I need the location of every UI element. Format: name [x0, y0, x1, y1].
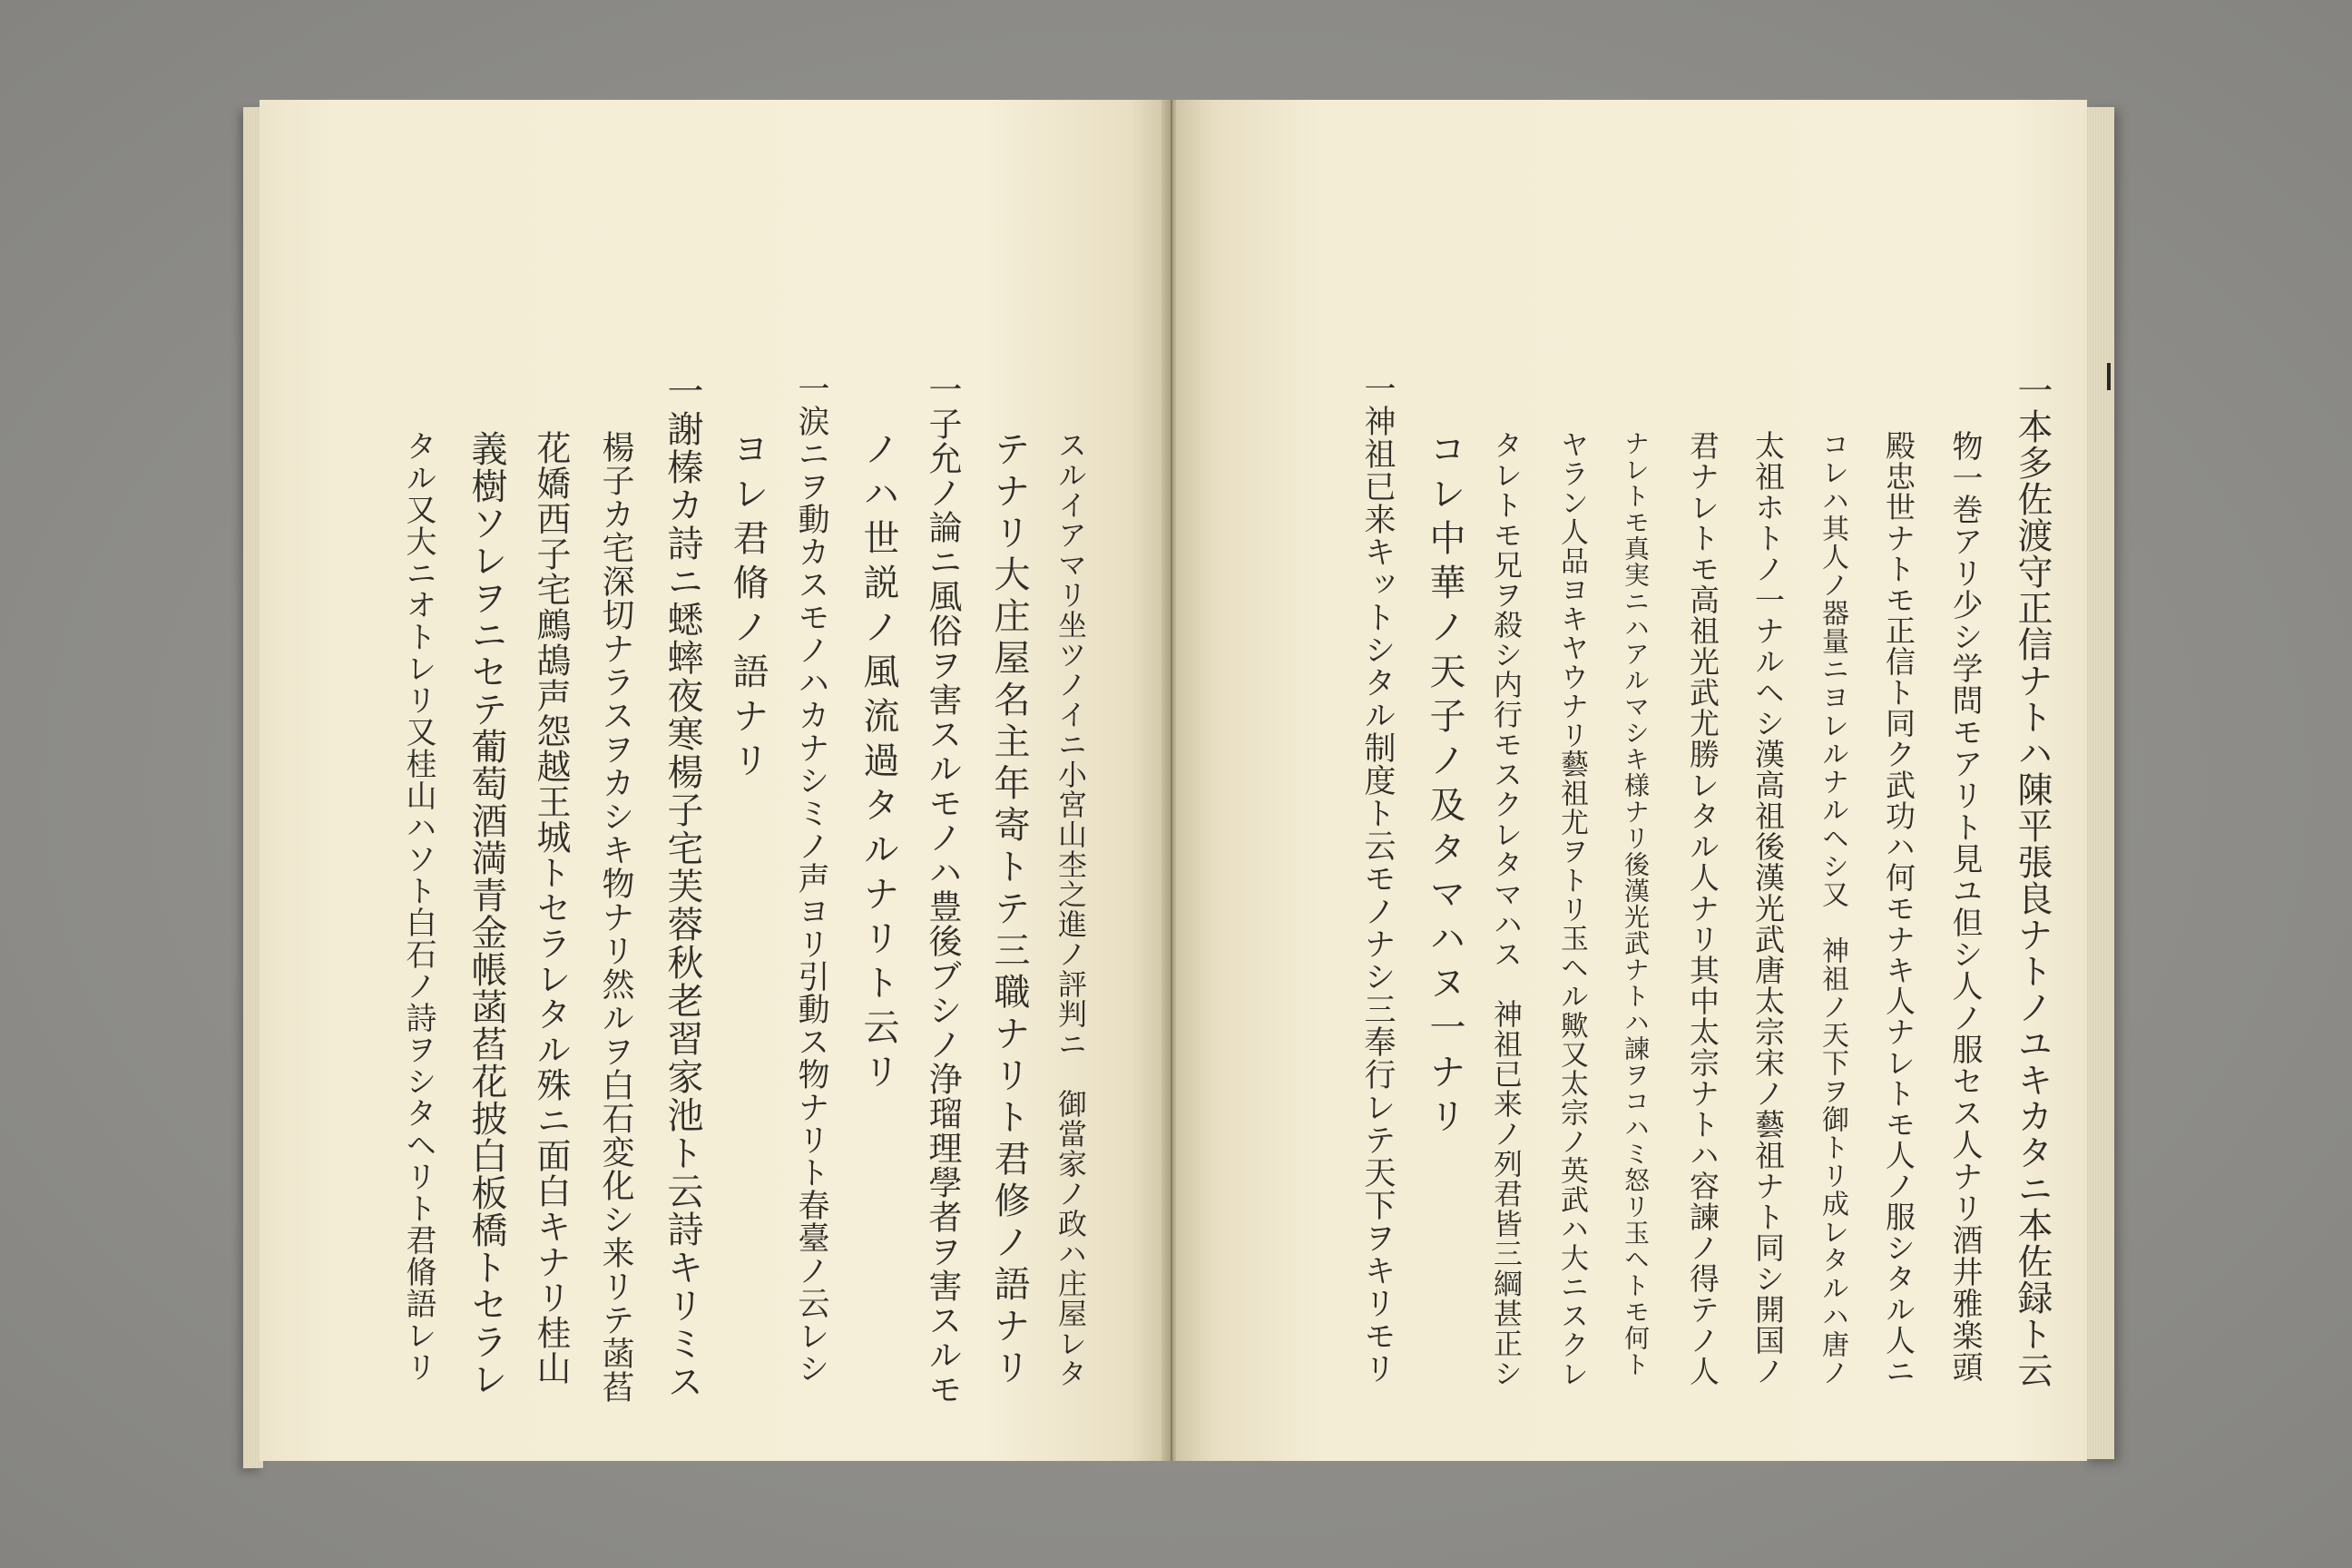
left-page [260, 100, 1167, 1461]
gutter-fold [1171, 100, 1172, 1461]
left-page-line-6: ヨレ君脩ノ語ナリ [727, 430, 769, 786]
left-page-line-11: タル又大ニオトレリ又桂山ハソト白石ノ詩ヲシタヘリト君脩語レリ [400, 430, 436, 1383]
left-page-line-5: 一涙ニヲ動カスモノハカナシミノ声ヨリ引動ス物ナリト春臺ノ云レシ [793, 372, 829, 1385]
right-page-line-11: 一神祖已来キットシタル制度ト云モノナシ三奉行レテ天下ヲキリモリ [1359, 372, 1396, 1385]
left-page-line-3: 一子允ノ論ニ風俗ヲ害スルモノハ豊後ブシノ浄瑠理學者ヲ害スルモ [923, 372, 962, 1406]
right-page-line-7: ナレトモ真実ニハアルマシキ様ナリ後漢光武ナトハ諫ヲコハミ怒リ玉ヘトモ何ト [1621, 430, 1651, 1377]
right-page [1176, 100, 2087, 1461]
left-page-line-4: ノハ世説ノ風流過タルナリト云リ [858, 430, 899, 1097]
right-page-line-3: 殿忠世ナトモ正信ト同ク武功ハ何モナキ人ナレトモ人ノ服シタル人ニ [1881, 430, 1916, 1387]
right-page-line-2: 物一巻アリ少シ学問モアリト見ユ但シ人ノ服セス人ナリ酒井雅楽頭 [1946, 430, 1983, 1383]
left-page-line-8: 楊子カ宅深切ナラスヲカシキ物ナリ然ルヲ白石変化シ来リテ菡萏 [597, 430, 634, 1404]
left-page-line-9: 花嬌西子宅鷓鴣声怨越王城トセラレタル殊ニ面白キナリ桂山 [531, 430, 571, 1386]
left-page-line-2: テナリ大庄屋名主年寄トテ三職ナリト君修ノ語ナリ [988, 430, 1030, 1390]
right-page-line-8: ヤラン人品ヨキヤウナリ藝祖尤ヲトリ玉ヘル歟又太宗ノ英武ハ大ニスクレ [1555, 430, 1588, 1388]
left-page-line-7: 一謝榛カ詩ニ蟋蟀夜寒楊子宅芙蓉秋老習家池ト云詩キリミス [662, 372, 703, 1401]
right-page-line-4: コレハ其人ノ器量ニヨレルナルヘシ又 神祖ノ天下ヲ御トリ成レタルハ唐ノ [1817, 430, 1848, 1387]
right-page-line-1: 一本多佐渡守正信ナトハ陳平張良ナトノユキカタニ本佐録ト云 [2012, 372, 2053, 1388]
left-page-line-10: 義樹ソレヲニセテ葡萄酒満青金帳菡萏花披白板橋トセラレ [466, 430, 507, 1397]
right-page-line-9: タレトモ兄ヲ殺シ内行モスクレタマハス 神祖已来ノ列君皆三綱甚正シ [1489, 430, 1524, 1388]
right-page-stack [2083, 107, 2114, 1459]
right-page-line-10: コレ中華ノ天子ノ及タマハヌ一ナリ [1424, 430, 1465, 1142]
binding-thread-mark [2107, 363, 2111, 390]
right-page-line-5: 太祖ホトノ一ナルヘシ漢高祖後漢光武唐太宗宋ノ藝祖ナト同シ開国ノ [1750, 430, 1786, 1387]
left-page-line-1: スルイアマリ坐ツノイニ小宮山杢之進ノ評判ニ 御當家ノ政ハ庄屋レタ [1054, 430, 1088, 1388]
right-page-line-6: 君ナレトモ高祖光武尤勝レタル人ナリ其中太宗ナトハ容諫ノ得テノ人 [1685, 430, 1720, 1387]
